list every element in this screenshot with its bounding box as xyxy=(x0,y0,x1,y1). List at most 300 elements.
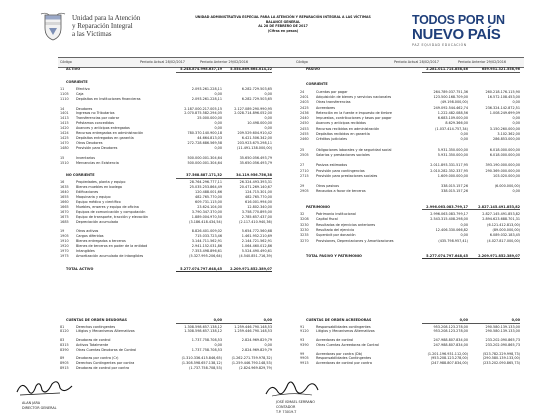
total-underline xyxy=(422,72,520,73)
account-row xyxy=(60,87,280,91)
account-row xyxy=(60,190,280,194)
current-period-value: (1.308.598.657.138,12) xyxy=(181,360,222,365)
account-name: Responsabilidades contingentes xyxy=(316,324,371,329)
prior-period-value: 103.020.000,00 xyxy=(493,173,520,178)
prior-period-value: 0,00 xyxy=(511,318,520,322)
account-row xyxy=(60,239,280,243)
current-period-value: 5.277.074.797.648,45 xyxy=(180,266,222,271)
account-row xyxy=(60,343,280,347)
prior-period-value: 16.572.108.453,00 xyxy=(487,94,520,99)
account-code: 1970 xyxy=(60,249,69,253)
account-row xyxy=(300,228,524,232)
account-name: Otras Cuentas Deudoras de Control xyxy=(76,347,137,352)
account-name: CORRIENTE xyxy=(66,79,88,84)
account-row xyxy=(300,343,524,347)
account-code: 2403 xyxy=(300,100,309,105)
prior-period-value: 0,00 xyxy=(263,318,272,322)
account-name: PASIVO xyxy=(306,67,320,71)
account-row xyxy=(300,169,524,173)
prior-period-value: 124.715.301,00 xyxy=(245,190,272,195)
prior-period-value: (4.027.817.000,00) xyxy=(487,238,520,243)
account-code: 32 xyxy=(300,212,305,216)
account-code: 1480 xyxy=(60,145,69,150)
account-row xyxy=(60,220,280,224)
current-period-value: (435.798.957,41) xyxy=(438,238,468,243)
account-code: 2715 xyxy=(300,173,309,178)
current-period-value: 2.996.063.083.799,17 xyxy=(430,212,468,216)
current-period-value: 272.728.686.569,58 xyxy=(187,140,222,145)
current-period-value: 3.790.347.370,00 xyxy=(191,209,222,214)
prior-period-value: 233.202.090.865,73 xyxy=(485,342,520,347)
current-period-value: (247.988.807.834,00) xyxy=(430,360,468,365)
prior-period-value: (1.262.271.759.978,32) xyxy=(231,356,272,361)
current-period-value: 0,00 xyxy=(214,91,222,96)
col-header-prior-right: Período Anterior 29/02/2016 xyxy=(458,60,507,65)
account-code: 1665 xyxy=(60,204,69,209)
account-code: 8315 xyxy=(60,342,69,347)
account-row xyxy=(60,180,280,184)
current-period-value: 0,00 xyxy=(459,318,468,322)
prior-period-value: 2.209.971.852.389,07 xyxy=(230,266,272,271)
prior-period-value: 203.923.675.298,11 xyxy=(237,140,272,145)
brand-tagline: PAZ EQUIDAD EDUCACIÓN xyxy=(412,43,467,47)
current-period-value: 1.737.758.708,53 xyxy=(191,347,222,352)
current-period-value: 2.281.011.714.858,46 xyxy=(426,67,468,71)
account-code: 1675 xyxy=(60,214,69,219)
account-code: 24 xyxy=(300,89,305,94)
account-name: Propiedades, planta y equipo xyxy=(76,180,126,185)
current-period-value: 0,00 xyxy=(460,233,468,238)
current-period-value: 25.035.253.864,49 xyxy=(189,185,222,190)
current-period-value: 3.144.711.562,91 xyxy=(191,239,222,244)
current-period-value: 2.070.875.582.294,05 xyxy=(184,111,222,116)
account-row xyxy=(60,97,280,101)
account-code: 9120 xyxy=(300,329,309,334)
prior-period-value: 10.498.000,00 xyxy=(247,121,272,126)
account-row xyxy=(300,338,524,342)
account-name: Amortización acumulada de intangibles xyxy=(76,253,144,258)
account-code: 1425 xyxy=(60,135,69,140)
current-period-value: 953.208.123.278,00 xyxy=(433,329,468,334)
account-name: Préstamos concedidos xyxy=(76,121,114,126)
section-total-row xyxy=(60,67,280,71)
account-code: 1510 xyxy=(60,160,69,165)
prior-period-value: 5.524.490.490,61 xyxy=(241,249,272,253)
current-period-value: 5.277.074.797.648,45 xyxy=(426,253,468,258)
account-row xyxy=(60,249,280,253)
account-row xyxy=(300,127,524,131)
section-total-row xyxy=(60,318,280,322)
account-code: 81 xyxy=(60,324,65,329)
current-period-value: 12.406.330.066,82 xyxy=(435,227,468,232)
account-code: 1905 xyxy=(60,234,69,239)
prior-period-value: 3.150.260.000,00 xyxy=(489,126,520,131)
account-name: Deudores xyxy=(76,106,93,111)
total-underline xyxy=(422,323,520,324)
prior-period-value: 6.282.729.503,65 xyxy=(241,96,272,101)
prior-period-value: (1.259.446.790.148,53) xyxy=(231,360,272,365)
account-code: 2436 xyxy=(300,110,309,115)
prior-period-value: 233.202.090.865,73 xyxy=(485,338,520,343)
current-period-value: 5.931.350.000,00 xyxy=(437,152,468,157)
prior-period-value: 2.824.969.829,79 xyxy=(241,338,272,343)
current-period-value: 0,00 xyxy=(214,342,222,347)
section-total-row xyxy=(300,67,524,71)
accountant-title: CONTADOR xyxy=(276,405,296,409)
account-row xyxy=(300,153,524,157)
account-code: 2460 xyxy=(300,137,309,142)
account-row xyxy=(60,338,280,342)
prior-period-value: (2.824.969.829,79) xyxy=(239,365,272,370)
account-row xyxy=(300,116,524,120)
account-name: PATRIMONIO xyxy=(306,204,330,209)
prior-period-value: 290.580.139.133,00 xyxy=(485,324,520,329)
current-period-value: 500.000.001.304,64 xyxy=(187,155,222,160)
prior-period-value: 1.259.446.790.148,53 xyxy=(234,329,272,334)
account-code: 2450 xyxy=(300,121,309,126)
prior-period-value: 0,00 xyxy=(264,91,272,96)
prior-period-value: 6.421.506.342,00 xyxy=(241,135,272,140)
current-period-value: 0,00 xyxy=(214,126,222,131)
prior-period-value: 35.650.056.493,79 xyxy=(239,160,272,165)
account-row xyxy=(300,184,524,188)
prior-period-value: 659.951.321.558,96 xyxy=(481,67,520,71)
memo-credit-column xyxy=(300,318,524,378)
prior-period-value: 0,00 xyxy=(264,116,272,121)
prior-period-value: 2.785.657.437,00 xyxy=(241,214,272,219)
account-name: Provisión para contingencias xyxy=(316,168,365,173)
account-name: Acreedoras por contra (Db) xyxy=(316,351,363,356)
account-name: Depósitos en Instituciones financieras xyxy=(76,96,141,101)
account-row xyxy=(300,137,524,141)
account-code: 1655 xyxy=(60,195,69,199)
current-period-value: 2.011.893.331.517,95 xyxy=(430,163,468,168)
account-row xyxy=(60,205,280,209)
prior-period-value: 2.209.971.852.389,07 xyxy=(478,253,520,258)
prior-period-value: 2.827.145.491.853,82 xyxy=(478,204,520,209)
account-name: Pasivos estimados xyxy=(316,163,348,168)
current-period-value: 1.222.482.088,56 xyxy=(437,110,468,115)
current-period-value: 120.488.001,66 xyxy=(195,190,222,195)
account-name: Superávit por donación xyxy=(316,233,356,238)
prior-period-value: 286.853.000,00 xyxy=(493,137,520,142)
account-name: CUENTAS DE ORDEN DEUDORAS xyxy=(66,318,127,322)
prior-period-value: 26.324.493.393,31 xyxy=(239,180,272,185)
account-code: 27 xyxy=(300,163,305,168)
account-name: Efectivo xyxy=(76,86,90,91)
account-code: 1640 xyxy=(60,190,69,195)
current-period-value: (49.198.000,00) xyxy=(440,100,468,105)
prior-period-value: 1.064.460.012,86 xyxy=(241,244,272,249)
current-period-value: 249.092.544.462,74 xyxy=(433,105,468,110)
prior-period-value: 2.144.721.562,91 xyxy=(241,239,272,244)
account-code: 1920 xyxy=(60,244,69,249)
brand-line-1: TODOS POR UN xyxy=(412,13,505,27)
current-period-value: 5.248.874.998.637,19 xyxy=(180,67,222,71)
accountant-license: T.P. 73019-T xyxy=(276,410,297,414)
current-period-value: (1.037.414.757,34) xyxy=(435,126,468,131)
current-period-value: 264.789.037.751,36 xyxy=(433,89,468,94)
account-code: 1660 xyxy=(60,199,69,204)
account-name: Otros Deudores xyxy=(76,140,103,145)
prior-period-value: (11.491.138.000,00) xyxy=(236,145,272,150)
current-period-value: 1.737.758.708,53 xyxy=(191,338,222,343)
account-name: Avances y anticipos recibidos xyxy=(316,121,366,126)
current-period-value: 5.931.350.000,00 xyxy=(437,147,468,152)
account-name: Adquisición de bienes y servicios nacionales xyxy=(316,94,392,99)
account-name: CUENTAS DE ORDEN ACREEDORAS xyxy=(306,318,372,322)
account-code: 1105 xyxy=(60,91,69,96)
account-row xyxy=(60,107,280,111)
current-period-value: 2.941.152.031,86 xyxy=(191,244,222,249)
entity-full-name: UNIDAD ADMINISTRATIVA ESPECIAL PARA LA ATENCIÓN Y REPARACIÓN INTEGRAL A LAS VÍCTIMAS xyxy=(195,15,371,19)
prior-period-value: 482.765.770,00 xyxy=(245,195,272,199)
section-total-row xyxy=(60,80,280,84)
account-name: Intangibles xyxy=(76,249,95,253)
account-row xyxy=(60,156,280,160)
account-name: Depreciación acumulada xyxy=(76,219,119,224)
prior-period-value: 0,00 xyxy=(512,121,520,126)
total-underline xyxy=(422,258,520,259)
account-code: 14 xyxy=(60,106,65,111)
account-name: Litigios y Mecanismos Alternativos xyxy=(316,329,375,334)
prior-period-value: 2.824.969.829,79 xyxy=(241,347,272,352)
account-row xyxy=(60,136,280,140)
account-row xyxy=(300,111,524,115)
current-period-value: (1.201.196.931.112,00) xyxy=(427,351,468,356)
account-row xyxy=(60,329,280,333)
account-row xyxy=(60,215,280,219)
current-period-value: 0,00 xyxy=(460,132,468,136)
section-total-row xyxy=(300,82,524,86)
account-row xyxy=(300,325,524,329)
current-period-value: 2.010.282.352.337,95 xyxy=(430,168,468,173)
col-header-code: Código xyxy=(60,60,72,65)
account-name: Capital fiscal xyxy=(316,217,338,222)
account-row xyxy=(60,366,280,370)
col-header-prior: Período Anterior 29/02/2016 xyxy=(200,60,249,65)
account-name: Bienes muebles en bodega xyxy=(76,185,123,190)
current-period-value: 715.033.723,46 xyxy=(195,234,222,239)
account-code: 2505 xyxy=(300,152,309,157)
account-code: 91 xyxy=(300,324,305,329)
account-code: 2440 xyxy=(300,116,309,121)
account-code: 1670 xyxy=(60,209,69,214)
prior-period-value: (6.000.000,00) xyxy=(494,184,520,189)
current-period-value: 8.826.401.009,02 xyxy=(191,229,222,234)
col-header-current: Período Actual 28/02/2017 xyxy=(140,60,185,65)
current-period-value: 44.664.813,03 xyxy=(197,135,222,140)
prior-period-value: (89.000.000,00) xyxy=(492,227,520,232)
account-name: Equipo médico y científico xyxy=(76,199,121,204)
account-name: Activos Totalmente xyxy=(76,342,109,347)
account-name: Deudoras por contra (Cr) xyxy=(76,356,119,361)
account-name: Impuestos, contribuciones y tasas por pagar xyxy=(316,116,392,121)
account-name: Otros activos xyxy=(76,229,99,234)
account-code: 1110 xyxy=(60,96,69,101)
account-name: Otras Cuentas Acreedoras de Control xyxy=(316,342,380,347)
account-name: Otras transferencias xyxy=(316,100,351,105)
prior-period-value: 20.471.269.140,67 xyxy=(239,185,272,190)
account-row xyxy=(300,223,524,227)
account-code: 3230 xyxy=(300,227,309,232)
accountant-signature xyxy=(262,378,322,400)
director-name: ALAN JARA xyxy=(22,401,41,405)
prior-period-value: 0,00 xyxy=(264,342,272,347)
assets-column xyxy=(60,67,280,317)
account-name: Acreedores xyxy=(316,105,336,110)
current-period-value: 1.609.000.000,00 xyxy=(437,173,468,178)
section-total-row xyxy=(300,318,524,322)
account-code: 2905 xyxy=(300,189,309,194)
account-name: NO CORRIENTE xyxy=(66,173,95,178)
account-name: Salarios y prestaciones sociales xyxy=(316,152,370,157)
account-name: Obligaciones laborales y de seguridad social xyxy=(316,147,392,152)
account-row xyxy=(60,126,280,130)
account-row xyxy=(60,210,280,214)
account-code: 1413 xyxy=(60,116,69,121)
account-name: Mercancías en Existencia xyxy=(76,160,119,165)
account-row xyxy=(300,148,524,152)
account-row xyxy=(300,189,524,193)
prior-period-value: 6.018.000.000,00 xyxy=(489,152,520,157)
current-period-value: 0,00 xyxy=(460,222,468,227)
account-code: 9915 xyxy=(300,360,309,365)
report-date: AL 28 DE FEBRERO DE 2017 xyxy=(258,24,308,29)
accountant-name: JOSÉ ISMAEL SERRANO xyxy=(276,400,315,404)
account-row xyxy=(300,163,524,167)
account-row xyxy=(300,106,524,110)
current-period-value: 37.568.887.171,32 xyxy=(186,173,222,178)
account-name: Provisiones, Depreciaciones y Amortizaciones xyxy=(316,238,394,243)
total-underline xyxy=(422,209,520,210)
account-code: 93 xyxy=(300,338,305,343)
account-name: Créditos judiciales xyxy=(316,137,347,142)
current-period-value: 500.000.001.304,64 xyxy=(187,160,222,165)
section-total-row xyxy=(60,173,280,177)
account-row xyxy=(60,185,280,189)
account-row xyxy=(60,92,280,96)
current-period-value: 247.988.807.834,00 xyxy=(433,338,468,343)
coat-of-arms-icon xyxy=(40,12,66,42)
prior-period-value: 616.001.994,00 xyxy=(245,199,272,204)
total-underline xyxy=(176,271,272,272)
account-row xyxy=(60,348,280,352)
current-period-value: 247.988.807.834,00 xyxy=(433,342,468,347)
current-period-value: 7.353.498.896,61 xyxy=(191,249,222,253)
account-code: 2453 xyxy=(300,126,309,131)
account-code: 8905 xyxy=(60,360,69,365)
account-name: Edificaciones xyxy=(76,190,99,195)
brand-line-2: NUEVO PAÍS xyxy=(412,26,501,43)
prior-period-value: 209.529.604.910,42 xyxy=(237,131,272,135)
account-code: 15 xyxy=(60,155,65,160)
account-code: 9390 xyxy=(300,342,309,347)
current-period-value: (5.327.995.206,64) xyxy=(189,253,222,258)
account-name: TOTAL PASIVO Y PATRIMONIO xyxy=(306,253,362,258)
account-row xyxy=(60,244,280,248)
account-name: Depósitos entregados en garantía xyxy=(76,135,134,140)
account-row xyxy=(60,361,280,365)
prior-period-value: 1.008.249.699,09 xyxy=(489,110,520,115)
account-code: 83 xyxy=(60,338,65,343)
account-row xyxy=(300,233,524,237)
account-name: Patrimonio institucional xyxy=(316,212,356,216)
account-row xyxy=(300,95,524,99)
prior-period-value: 2.028.714.896.052,00 xyxy=(234,111,272,116)
prior-period-value: 260.218.176.115,90 xyxy=(485,89,520,94)
account-row xyxy=(60,254,280,258)
current-period-value: (953.208.123.278,00) xyxy=(430,356,468,361)
account-code: 1415 xyxy=(60,121,69,126)
account-code: 3270 xyxy=(300,238,309,243)
account-row xyxy=(60,121,280,125)
account-code: 1470 xyxy=(60,140,69,145)
prior-period-value: 290.369.000.000,00 xyxy=(485,168,520,173)
current-period-value: 0,00 xyxy=(213,318,222,322)
total-underline xyxy=(176,323,272,324)
account-name: Cargos diferidos xyxy=(76,234,104,239)
account-row xyxy=(300,329,524,333)
current-period-value: 28.764.296.777,11 xyxy=(189,180,222,185)
account-row xyxy=(300,361,524,365)
account-code: 29 xyxy=(300,184,305,189)
account-code: 16 xyxy=(60,180,65,185)
account-row xyxy=(60,116,280,120)
total-underline xyxy=(176,72,272,73)
prior-period-value: 2.127.089.290.990,95 xyxy=(234,106,272,111)
prior-period-value: 2.827.145.491.853,82 xyxy=(482,212,520,216)
account-name: Acreedoras de control por contra xyxy=(316,360,372,365)
prior-period-value: 3.102.362,00 xyxy=(497,132,520,136)
account-code: 89 xyxy=(60,356,65,361)
account-code: 99 xyxy=(300,351,305,356)
current-period-value: 0,00 xyxy=(460,137,468,142)
account-name: Retención en la fuente e impuesto de timbre xyxy=(316,110,392,115)
prior-period-value: 5.654.772.560,68 xyxy=(241,229,272,234)
account-row xyxy=(300,212,524,216)
account-name: Responsabilidades Contingentes xyxy=(316,356,372,361)
report-title: BALANCE GENERAL xyxy=(265,19,301,24)
prior-period-value: 3.758.770.895,00 xyxy=(241,209,272,214)
account-row xyxy=(60,146,280,150)
account-row xyxy=(300,121,524,125)
prior-period-value: 6.089.032.183,45 xyxy=(489,233,520,238)
current-period-value: 23.624.104,00 xyxy=(197,204,222,209)
section-total-row xyxy=(300,254,524,258)
account-code: 25 xyxy=(300,147,305,152)
section-total-row xyxy=(300,205,524,209)
account-name: Provisión para Deudores xyxy=(76,145,118,150)
prior-period-value: 2.894.623.688.701,31 xyxy=(482,217,520,222)
account-name: Transferencias por cobrar xyxy=(76,116,120,121)
director-signature xyxy=(14,378,76,400)
account-name: Maquinaria y equipo xyxy=(76,195,111,199)
account-row xyxy=(60,356,280,360)
account-name: Derechos contingentes xyxy=(76,324,116,329)
account-row xyxy=(300,352,524,356)
account-row xyxy=(60,234,280,238)
col-header-current-right: Período Actual 28/02/2017 xyxy=(394,60,439,65)
current-period-value: (3.186.418.434,54) xyxy=(189,219,222,224)
account-row xyxy=(300,174,524,178)
account-code: 1635 xyxy=(60,185,69,190)
entity-name-line: a las Víctimas xyxy=(72,30,112,38)
prior-period-value: 1.259.446.790.148,53 xyxy=(234,324,272,329)
account-name: Derechos Contingentes por contra xyxy=(76,360,135,365)
director-title: DIRECTOR GENERAL xyxy=(22,406,57,410)
account-code: 3208 xyxy=(300,217,309,222)
